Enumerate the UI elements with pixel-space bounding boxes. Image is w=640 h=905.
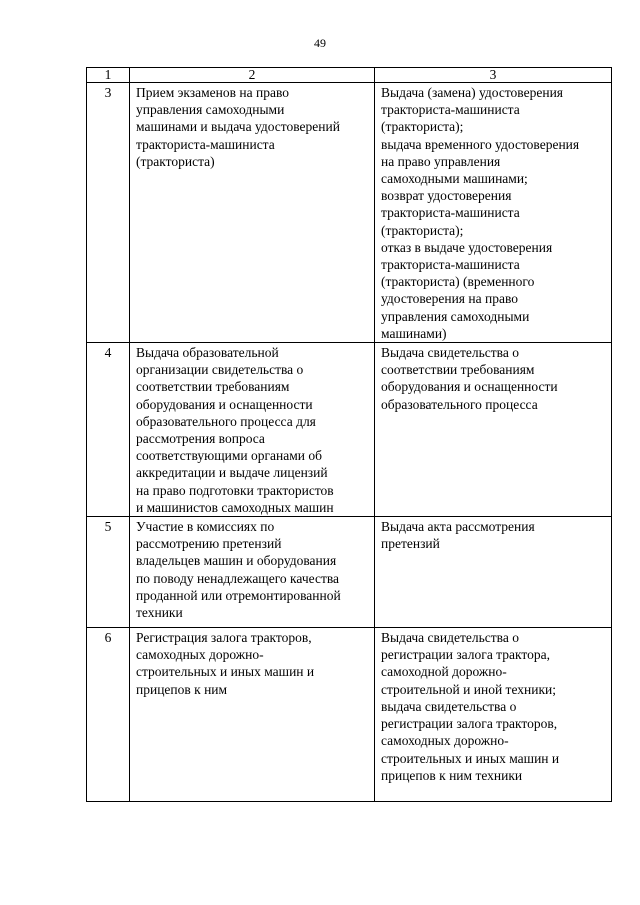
cell-text-line: соответствии требованиям — [381, 362, 535, 378]
cell-text-line: тракториста-машиниста — [381, 102, 520, 118]
service-result-cell — [375, 517, 612, 628]
cell-text-line: оборудования и оснащенности — [136, 396, 313, 412]
service-result-cell — [375, 83, 612, 343]
cell-text-line: образовательного процесса для — [136, 413, 316, 429]
cell-text-line: аккредитации и выдаче лицензий — [136, 465, 328, 481]
cell-text-line: удостоверения на право — [381, 291, 518, 307]
header-cell-2: 2 — [130, 68, 375, 83]
row-number-cell: 6 — [87, 628, 130, 802]
cell-text-line: машинами и выдача удостоверений — [136, 119, 340, 135]
cell-text-line: рассмотрения вопроса — [136, 431, 265, 447]
row-number-cell: 3 — [87, 83, 130, 343]
service-result-cell — [375, 343, 612, 517]
cell-text-line: Выдача (замена) удостоверения — [381, 85, 563, 100]
table-header-row — [87, 68, 612, 83]
cell-text-line: (тракториста); — [381, 222, 464, 238]
cell-text-line: претензий — [381, 536, 440, 552]
cell-text-line: Выдача свидетельства о — [381, 630, 519, 646]
table-row — [87, 83, 612, 343]
service-name-cell — [130, 83, 375, 343]
cell-text-line: самоходных дорожно- — [136, 647, 264, 663]
cell-text-line: техники — [136, 605, 183, 621]
cell-text-line: (тракториста); — [381, 119, 464, 135]
cell-text-line: самоходными машинами; — [381, 171, 528, 187]
cell-text-line: строительных и иных машин и — [381, 750, 560, 766]
cell-text-line: Выдача акта рассмотрения — [381, 519, 535, 535]
cell-text-line: по поводу ненадлежащего качества — [136, 570, 340, 586]
header-cell-3: 3 — [375, 68, 612, 83]
service-name-cell — [130, 343, 375, 517]
cell-text-line: соответствии требованиям — [136, 379, 290, 395]
cell-text-line: Выдача свидетельства о — [381, 345, 519, 361]
cell-text-line: регистрации залога трактора, — [381, 647, 550, 663]
cell-text-line: (тракториста) (временного — [381, 274, 535, 290]
cell-text-line: тракториста-машиниста — [381, 257, 520, 273]
cell-text-line: тракториста-машиниста — [136, 136, 275, 152]
table-row — [87, 628, 612, 802]
service-result-cell — [375, 628, 612, 802]
cell-text-line: соответствующими органами об — [136, 448, 322, 464]
services-table — [86, 67, 612, 802]
cell-text-line: Регистрация залога тракторов, — [136, 630, 312, 646]
cell-text-line: возврат удостоверения — [381, 188, 512, 204]
cell-text-line: Участие в комиссиях по — [136, 519, 275, 535]
cell-text-line: Выдача образовательной — [136, 345, 279, 361]
cell-text-line: машинами) — [381, 325, 447, 341]
cell-text-line: Прием экзаменов на право — [136, 85, 289, 100]
cell-text-line: строительных и иных машин и — [136, 664, 315, 680]
cell-text-line: отказ в выдаче удостоверения — [381, 239, 553, 255]
service-name-cell — [130, 517, 375, 628]
page-number: 49 — [314, 36, 326, 50]
cell-text-line: выдача временного удостоверения — [381, 136, 580, 152]
row-number-cell: 5 — [87, 517, 130, 628]
cell-text-line: владельцев машин и оборудования — [136, 553, 337, 569]
service-name-cell — [130, 628, 375, 802]
cell-text-line: на право управления — [381, 153, 501, 169]
cell-text-line: прицепов к ним техники — [381, 767, 523, 783]
cell-text-line: образовательного процесса — [381, 396, 538, 412]
cell-text-line: прицепов к ним — [136, 681, 228, 697]
cell-text-line: самоходных дорожно- — [381, 733, 509, 749]
table-row — [87, 517, 612, 628]
cell-text-line: тракториста-машиниста — [381, 205, 520, 221]
row-number-cell: 4 — [87, 343, 130, 517]
cell-text-line: управления самоходными — [136, 102, 285, 118]
header-cell-1: 1 — [87, 68, 130, 83]
table-row — [87, 343, 612, 517]
cell-text-line: выдача свидетельства о — [381, 698, 517, 714]
cell-text-line: оборудования и оснащенности — [381, 379, 558, 395]
cell-text-line: самоходной дорожно- — [381, 664, 507, 680]
cell-text-line: организации свидетельства о — [136, 362, 304, 378]
cell-text-line: на право подготовки трактористов — [136, 482, 334, 498]
cell-text-line: и машинистов самоходных машин — [136, 499, 334, 515]
cell-text-line: рассмотрению претензий — [136, 536, 282, 552]
cell-text-line: управления самоходными — [381, 308, 530, 324]
cell-text-line: строительной и иной техники; — [381, 681, 556, 697]
cell-text-line: (тракториста) — [136, 153, 215, 169]
cell-text-line: проданной или отремонтированной — [136, 587, 341, 603]
cell-text-line: регистрации залога тракторов, — [381, 716, 558, 732]
